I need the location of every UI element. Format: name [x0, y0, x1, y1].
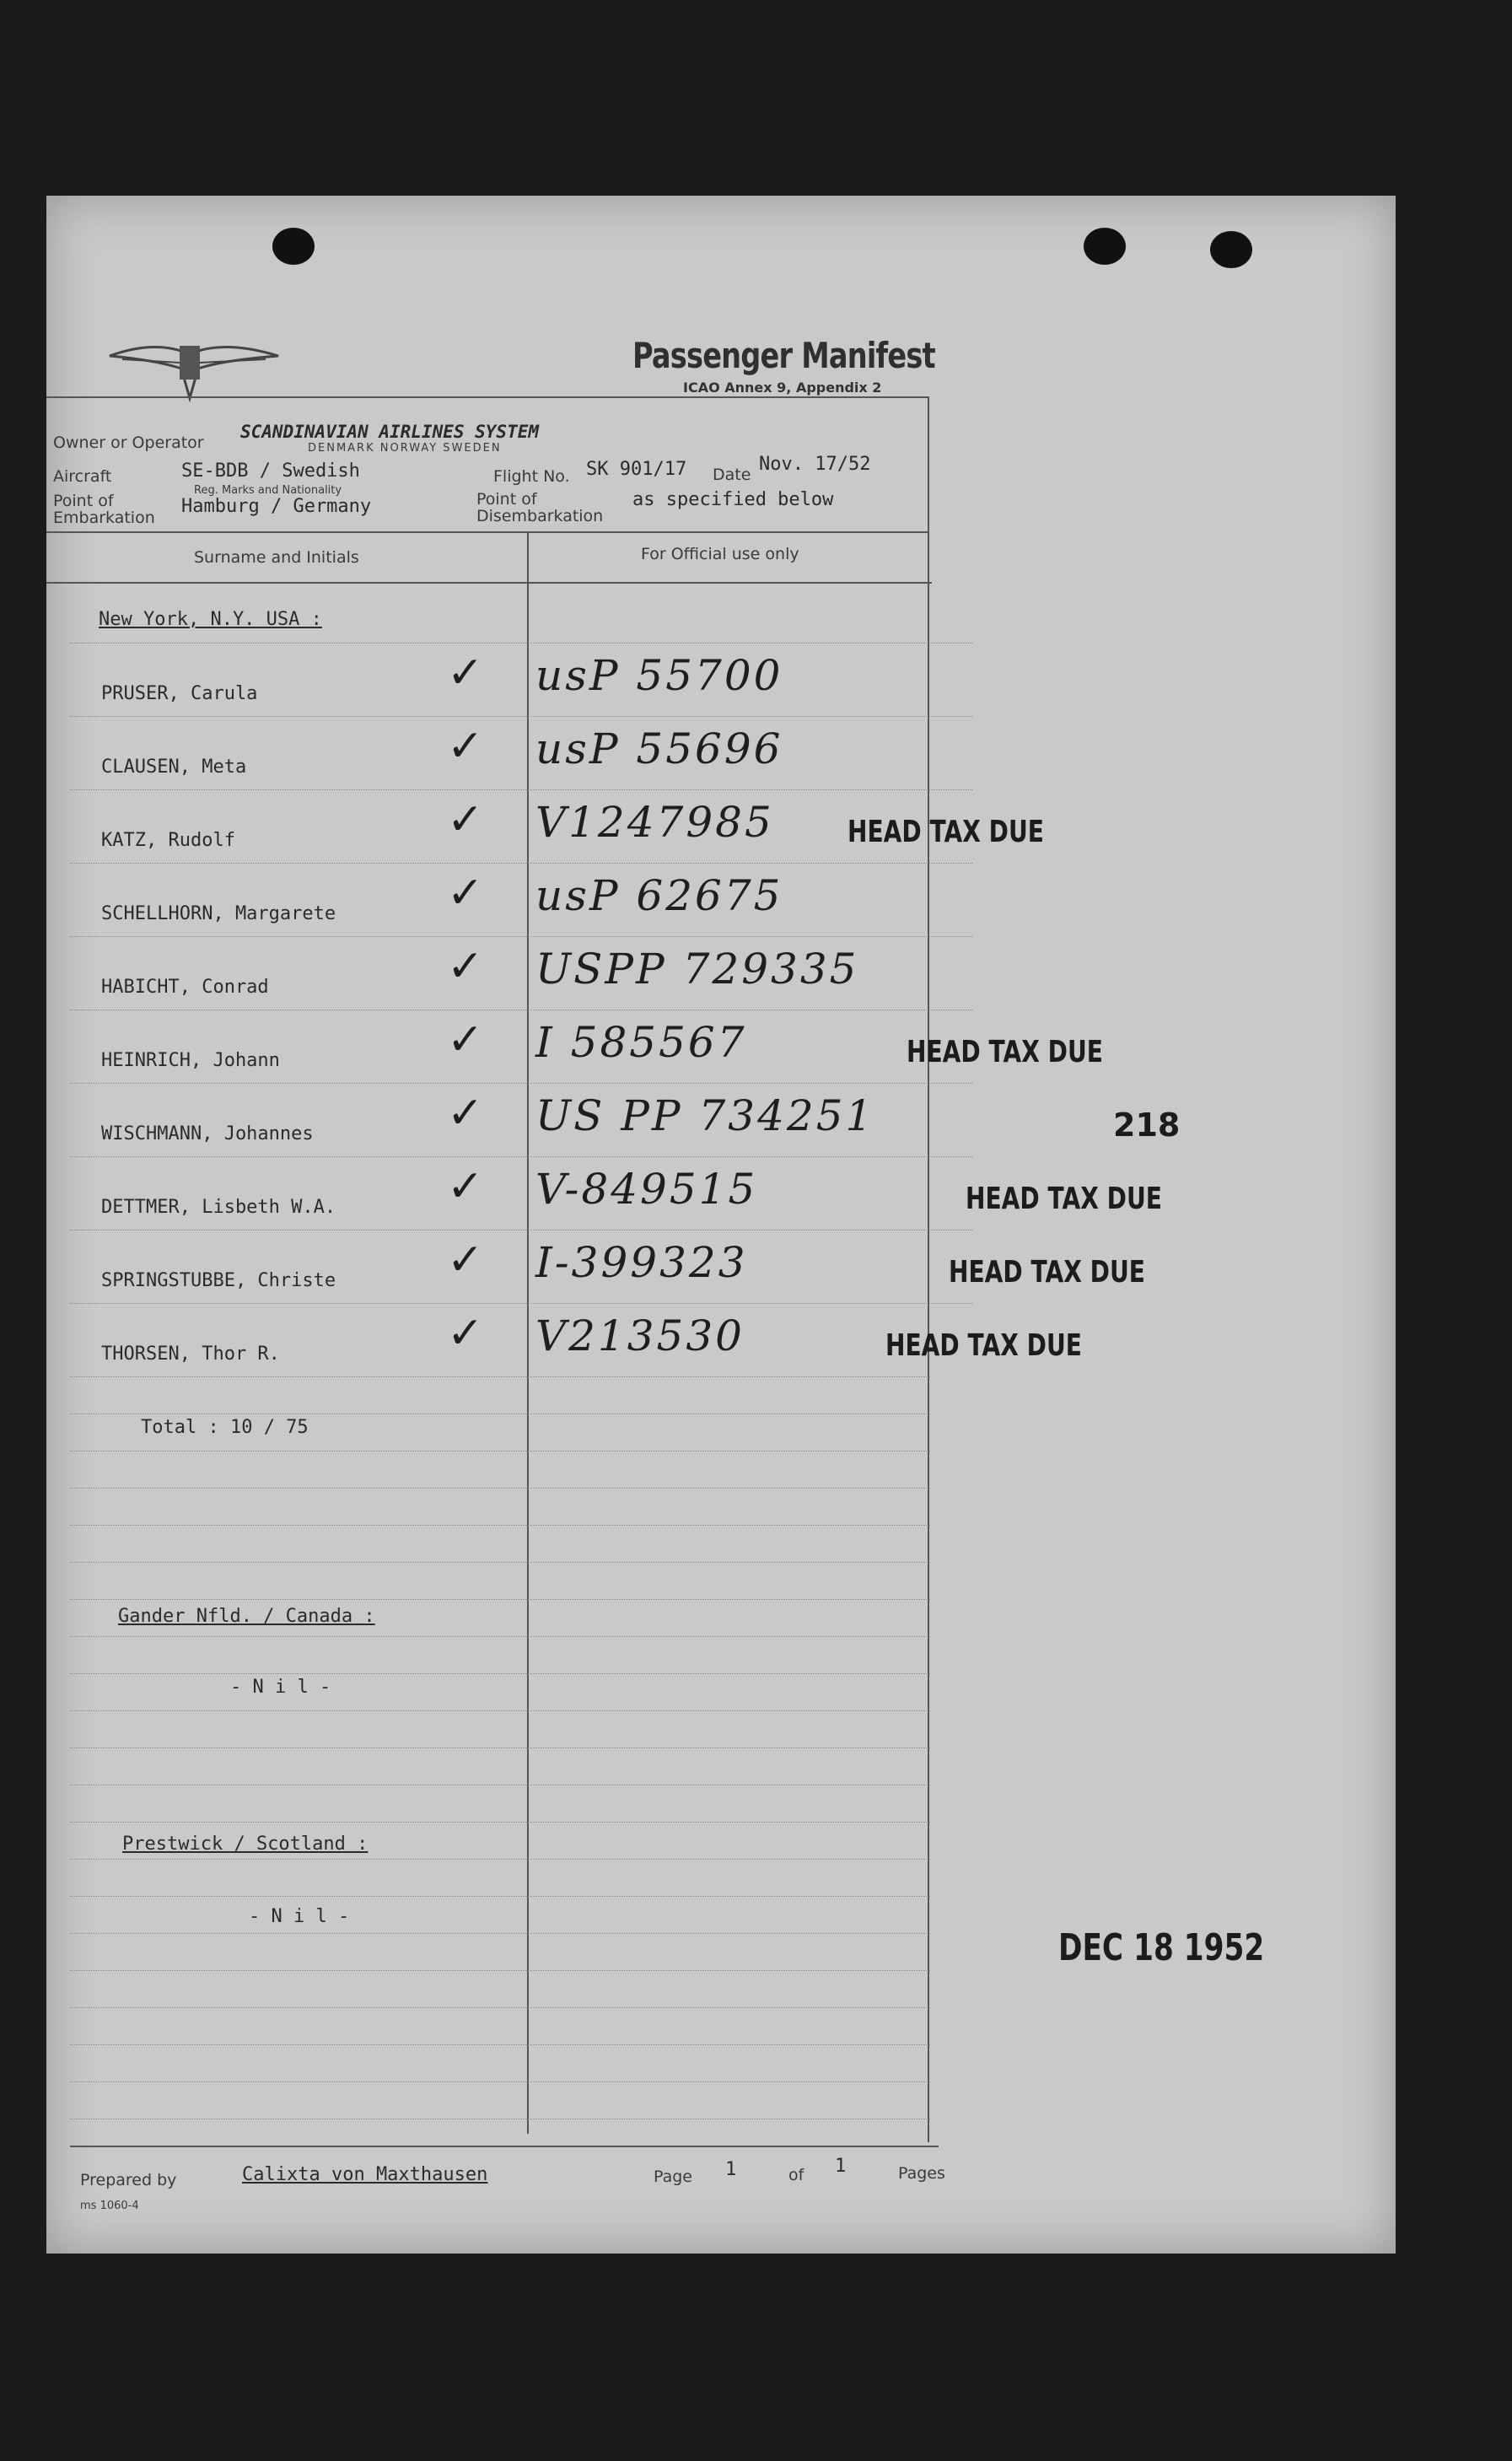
passenger-name: DETTMER, Lisbeth W.A. [101, 1197, 336, 1218]
reg-label: Reg. Marks and Nationality [194, 484, 342, 497]
record-number-stamp: 218 [1113, 1107, 1181, 1144]
page-title: Passenger Manifest [632, 335, 935, 376]
official-entry: V-849515 [535, 1165, 758, 1214]
ruled-line [70, 2044, 930, 2045]
flight-label: Flight No. [493, 467, 570, 486]
ruled-line [70, 1636, 930, 1637]
ruled-line [70, 936, 972, 937]
divider [46, 531, 928, 533]
embark-label: Point of Embarkation [53, 492, 155, 527]
punch-hole [1084, 228, 1126, 265]
official-entry: USPP 729335 [535, 945, 859, 994]
ruled-line [70, 1933, 930, 1934]
owner-label: Owner or Operator [53, 434, 204, 452]
column-header-surname: Surname and Initials [194, 548, 359, 567]
ruled-line [70, 1562, 930, 1563]
nil-note: - N i l - [249, 1906, 350, 1927]
ruled-line [70, 1859, 930, 1860]
page-label: Page [654, 2168, 692, 2186]
page-count: 1 [835, 2156, 847, 2177]
ruled-line [70, 1156, 972, 1157]
date-value: Nov. 17/52 [759, 454, 871, 475]
punch-hole [272, 228, 315, 265]
embark-value: Hamburg / Germany [181, 496, 372, 517]
ruled-line [70, 1303, 972, 1304]
checkmark-icon: ✓ [447, 941, 484, 992]
checkmark-icon: ✓ [447, 1161, 484, 1212]
airline-wings-logo-icon [105, 322, 282, 407]
disembark-value: as specified below [632, 489, 834, 510]
passenger-name: SCHELLHORN, Margarete [101, 903, 336, 924]
ruled-line [70, 1710, 930, 1711]
passenger-name: WISCHMANN, Johannes [101, 1123, 314, 1144]
divider [70, 2146, 939, 2147]
divider [46, 582, 932, 584]
prepared-value: Calixta von Maxthausen [242, 2164, 488, 2185]
ruled-line [70, 1525, 930, 1526]
destination-heading: Prestwick / Scotland : [122, 1834, 369, 1855]
head-tax-stamp: HEAD TAX DUE [949, 1255, 1145, 1290]
of-label: of [788, 2166, 804, 2184]
checkmark-icon: ✓ [447, 1308, 484, 1359]
ruled-line [70, 863, 972, 864]
destination-heading: Gander Nfld. / Canada : [118, 1606, 375, 1627]
head-tax-stamp: HEAD TAX DUE [966, 1182, 1162, 1216]
ruled-line [70, 2081, 930, 2082]
page-number: 1 [725, 2159, 737, 2180]
ruled-line [70, 1822, 930, 1823]
passenger-name: SPRINGSTUBBE, Christe [101, 1270, 336, 1291]
passenger-name: CLAUSEN, Meta [101, 757, 247, 778]
checkmark-icon: ✓ [447, 648, 484, 698]
column-divider [527, 531, 529, 2134]
column-divider [928, 396, 929, 2142]
prepared-label: Prepared by [80, 2171, 177, 2189]
official-entry: V1247985 [535, 798, 774, 847]
checkmark-icon: ✓ [447, 1015, 484, 1065]
passenger-name: PRUSER, Carula [101, 683, 258, 704]
ruled-line [70, 1488, 930, 1489]
pages-label: Pages [898, 2164, 945, 2183]
checkmark-icon: ✓ [447, 721, 484, 772]
ruled-line [70, 643, 972, 644]
ruled-line [70, 2007, 930, 2008]
ruled-line [70, 1747, 930, 1748]
nil-note: - N i l - [230, 1677, 331, 1698]
ruled-line [70, 1599, 930, 1600]
passenger-name: KATZ, Rudolf [101, 830, 235, 851]
divider [46, 396, 928, 398]
checkmark-icon: ✓ [447, 794, 484, 845]
head-tax-stamp: HEAD TAX DUE [847, 815, 1044, 849]
head-tax-stamp: HEAD TAX DUE [907, 1035, 1103, 1069]
form-code: ms 1060-4 [80, 2200, 139, 2212]
official-entry: I-399323 [535, 1238, 748, 1287]
page-subtitle: ICAO Annex 9, Appendix 2 [683, 380, 882, 396]
passenger-name: HABICHT, Conrad [101, 977, 269, 998]
ruled-line [70, 1896, 930, 1897]
ruled-line [70, 1970, 930, 1971]
disembark-label: Point of Disembarkation [476, 490, 604, 525]
owner-countries: DENMARK NORWAY SWEDEN [308, 442, 502, 455]
passenger-name: HEINRICH, Johann [101, 1050, 280, 1071]
punch-hole [1210, 231, 1252, 268]
official-entry: usP 55696 [535, 724, 783, 773]
owner-value: SCANDINAVIAN AIRLINES SYSTEM [240, 422, 540, 442]
official-entry: usP 62675 [535, 871, 783, 920]
checkmark-icon: ✓ [447, 1088, 484, 1139]
ruled-line [70, 789, 972, 790]
aircraft-label: Aircraft [53, 467, 112, 486]
official-entry: I 585567 [535, 1018, 747, 1067]
head-tax-stamp: HEAD TAX DUE [885, 1328, 1082, 1363]
destination-heading: New York, N.Y. USA : [99, 609, 322, 630]
date-label: Date [713, 466, 751, 484]
flight-value: SK 901/17 [586, 459, 687, 480]
official-entry: V213530 [535, 1311, 745, 1360]
manifest-sheet [46, 196, 1396, 2254]
column-header-official: For Official use only [641, 545, 799, 563]
ruled-line [70, 1673, 930, 1674]
aircraft-value: SE-BDB / Swedish [181, 460, 360, 482]
ruled-line [70, 1083, 972, 1084]
official-entry: usP 55700 [535, 651, 783, 700]
official-entry: US PP 734251 [535, 1091, 875, 1140]
date-stamp: DEC 18 1952 [1058, 1926, 1265, 1969]
total-line: Total : 10 / 75 [141, 1417, 309, 1438]
ruled-line [70, 1376, 930, 1377]
ruled-line [70, 716, 972, 717]
checkmark-icon: ✓ [447, 868, 484, 918]
checkmark-icon: ✓ [447, 1235, 484, 1285]
passenger-name: THORSEN, Thor R. [101, 1344, 280, 1365]
